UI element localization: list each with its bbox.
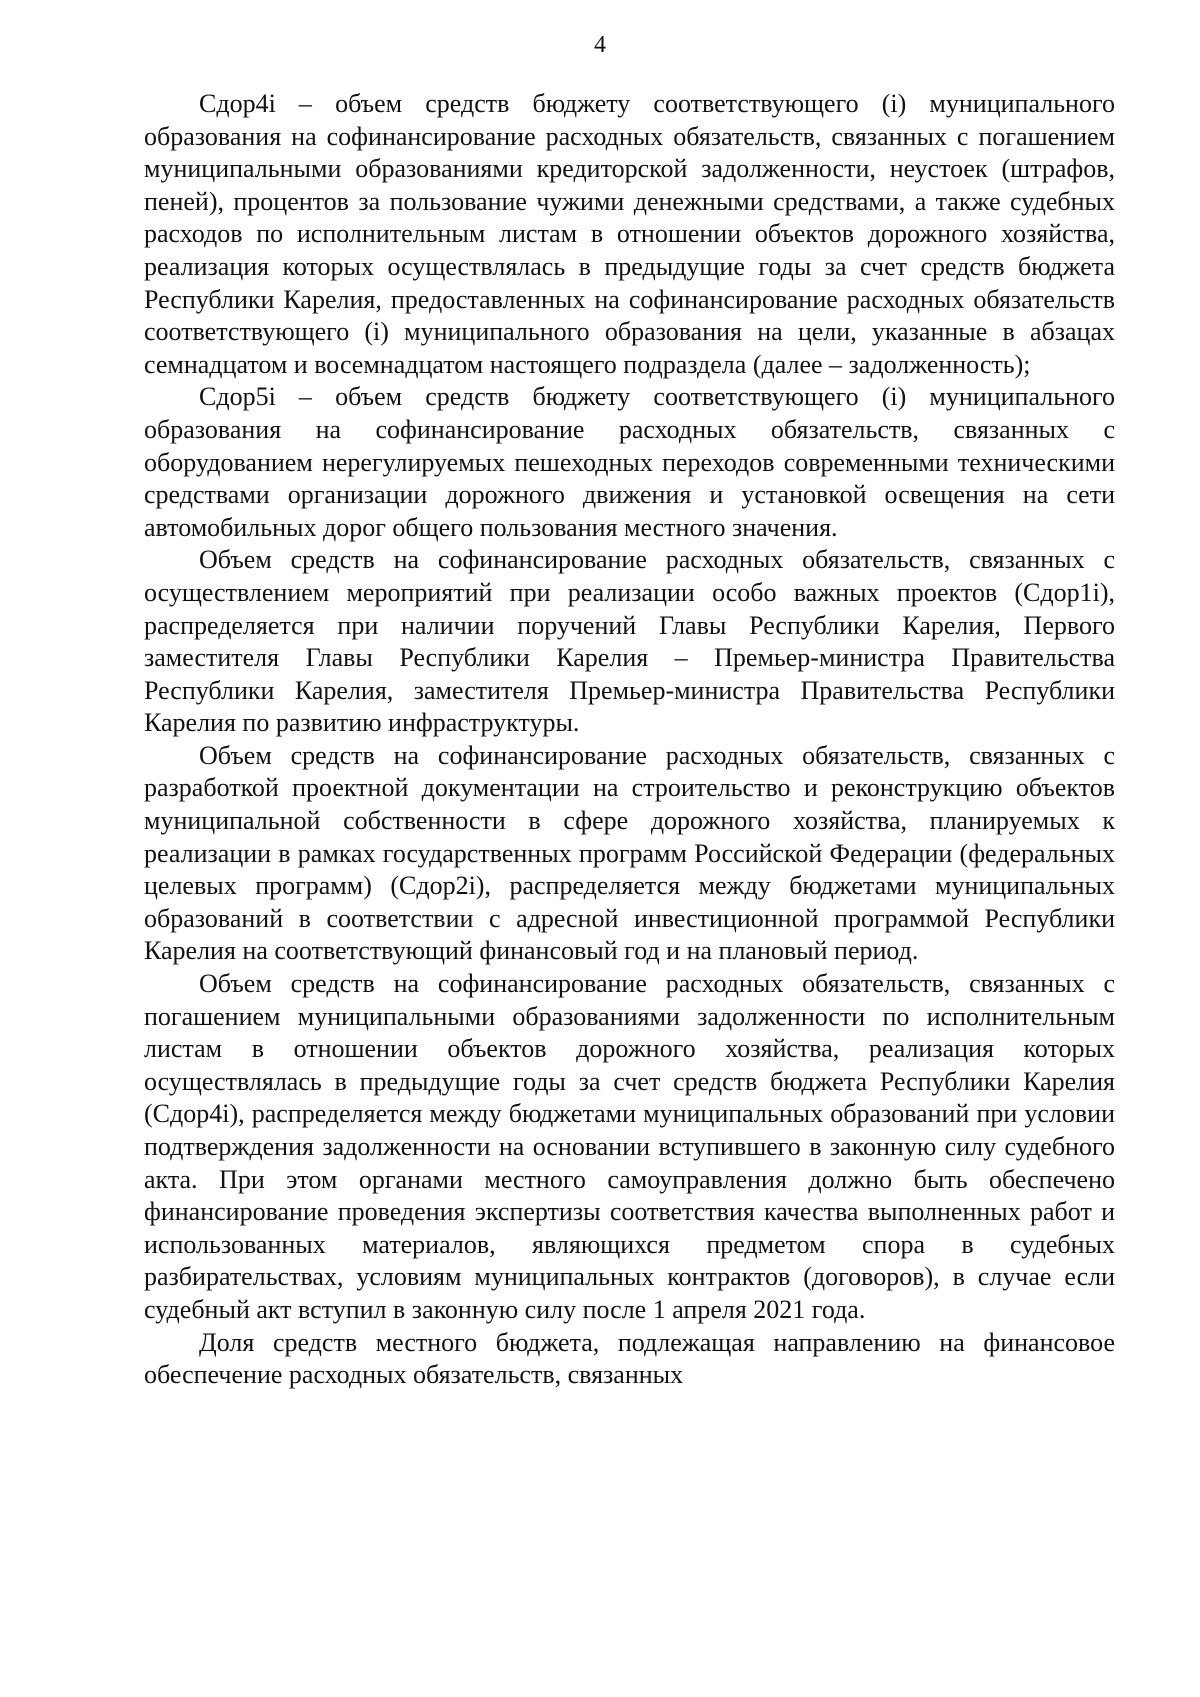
document-body [144,88,1115,1392]
paragraph-sdor1i-distribution: Объем средств на софинансирование расходных обязательств, связанных с осуществлением мероприятий при реализации особо важных проектов (Сдор1i), распределяется при наличии поручений Главы Республики Карелия, Первого заместителя Главы Республики Карелия – Премьер-министра Правительства Республики Карелия, заместителя Премьер-министра Правительства Республики Карелия по развитию инфраструктуры. [144,545,1115,738]
paragraph-sdor2i-distribution: Объем средств на софинансирование расходных обязательств, связанных с разработкой проектной документации на строительство и реконструкцию объектов муниципальной собственности в сфере дорожного хозяйства, планируемых к реализации в рамках государственных программ Российской Федерации (федеральных целевых программ) (Сдор2i), распределяется между бюджетами муниципальных образований в соответствии с адресной инвестиционной программой Республики Карелия на соответствующий финансовый год и на плановый период. [144,740,1115,966]
paragraph-sdor5i-definition: Сдор5i – объем средств бюджету соответствующего (i) муниципального образования на софинансирование расходных обязательств, связанных с оборудованием нерегулируемых пешеходных переходов современными техническими средствами организации дорожного движения и установкой освещения на сети автомобильных дорог общего пользования местного значения. [144,382,1115,542]
page-number: 4 [594,32,606,58]
paragraph-sdor4i-distribution: Объем средств на софинансирование расходных обязательств, связанных с погашением муниципальными образованиями задолженности по исполнительным листам в отношении объектов дорожного хозяйства, реализация которых осуществлялась в предыдущие годы за счет средств бюджета Республики Карелия (Сдор4i), распределяется между бюджетами муниципальных образований при условии подтверждения задолженности на основании вступившего в законную силу судебного акта. При этом органами местного самоуправления должно быть обеспечено финансирование проведения экспертизы соответствия качества выполненных работ и использованных материалов, являющихся предметом спора в судебных разбирательствах, условиям муниципальных контрактов (договоров), в случае если судебный акт вступил в законную силу после 1 апреля 2021 года. [144,969,1115,1324]
paragraph-local-budget-share: Доля средств местного бюджета, подлежащая направлению на финансовое обеспечение расходных обязательств, связанных [144,1327,1115,1390]
paragraph-sdor4i-definition: Сдор4i – объем средств бюджету соответствующего (i) муниципального образования на софинансирование расходных обязательств, связанных с погашением муниципальными образованиями кредиторской задолженности, неустоек (штрафов, пеней), процентов за пользование чужими денежными средствами, а также судебных расходов по исполнительным листам в отношении объектов дорожного хозяйства, реализация которых осуществлялась в предыдущие годы за счет средств бюджета Республики Карелия, предоставленных на софинансирование расходных обязательств соответствующего (i) муниципального образования на цели, указанные в абзацах семнадцатом и восемнадцатом настоящего подраздела (далее – задолженность); [144,89,1115,379]
